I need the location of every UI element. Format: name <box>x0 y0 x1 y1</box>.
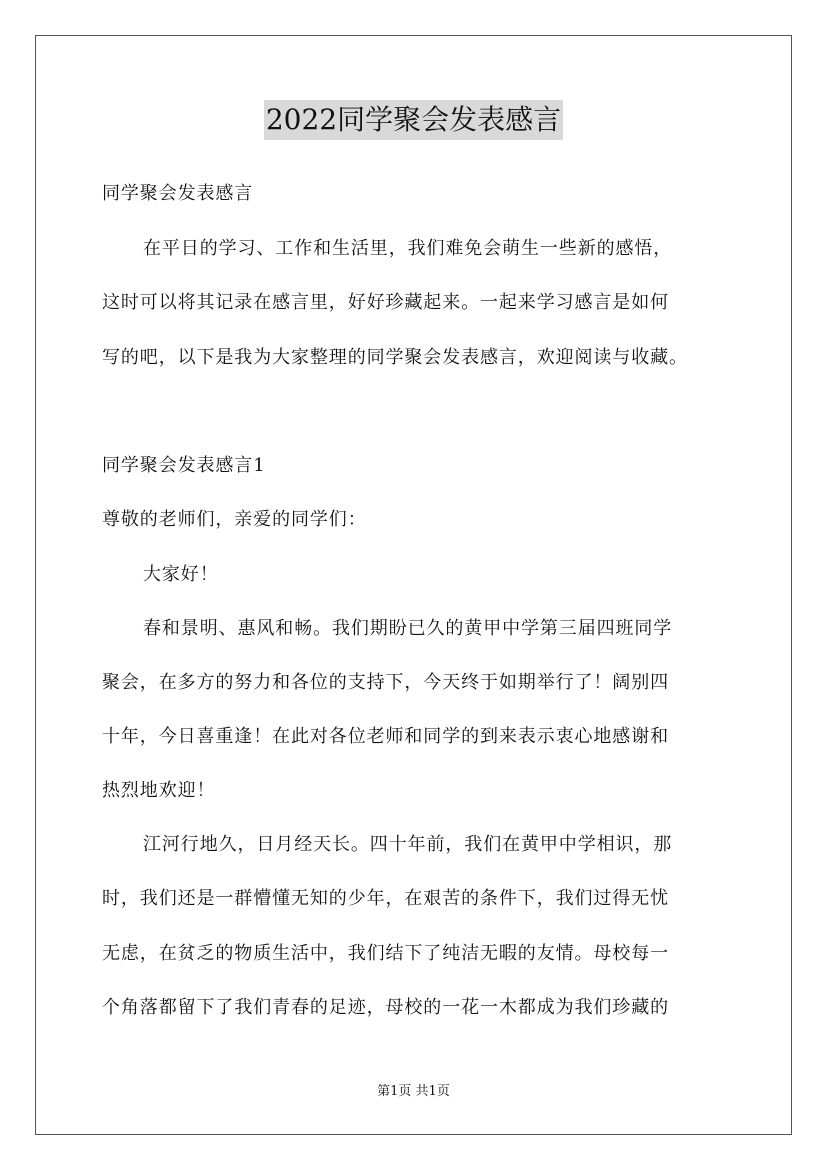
paragraph-line: 个角落都留下了我们青春的足迹，母校的一花一木都成为我们珍藏的 <box>102 997 669 1018</box>
paragraph-line: 无虑，在贫乏的物质生活中，我们结下了纯洁无暇的友情。母校每一 <box>102 943 669 964</box>
title-container <box>0 100 827 140</box>
paragraph-line: 江河行地久，日月经天长。四十年前，我们在黄甲中学相识，那 <box>143 834 673 855</box>
section-heading: 同学聚会发表感言1 <box>102 455 266 476</box>
paragraph-line: 这时可以将其记录在感言里，好好珍藏起来。一起来学习感言是如何 <box>102 292 669 313</box>
document-title: 2022同学聚会发表感言 <box>264 100 563 140</box>
paragraph-line: 热烈地欢迎！ <box>102 780 216 801</box>
paragraph-line: 在平日的学习、工作和生活里，我们难免会萌生一些新的感悟， <box>143 238 673 259</box>
section-heading: 同学聚会发表感言 <box>102 183 254 204</box>
paragraph-line: 春和景明、惠风和畅。我们期盼已久的黄甲中学第三届四班同学 <box>143 618 673 639</box>
paragraph-line: 时，我们还是一群懵懂无知的少年，在艰苦的条件下，我们过得无忧 <box>102 888 669 909</box>
paragraph-line: 十年，今日喜重逢！在此对各位老师和同学的到来表示衷心地感谢和 <box>102 726 669 747</box>
greeting-line: 大家好！ <box>143 564 219 585</box>
page-number-footer: 第1页 共1页 <box>377 1084 450 1099</box>
salutation-line: 尊敬的老师们，亲爱的同学们： <box>102 509 367 530</box>
paragraph-line: 聚会，在多方的努力和各位的支持下，今天终于如期举行了！阔别四 <box>102 672 669 693</box>
paragraph-line: 写的吧，以下是我为大家整理的同学聚会发表感言，欢迎阅读与收藏。 <box>102 347 688 368</box>
